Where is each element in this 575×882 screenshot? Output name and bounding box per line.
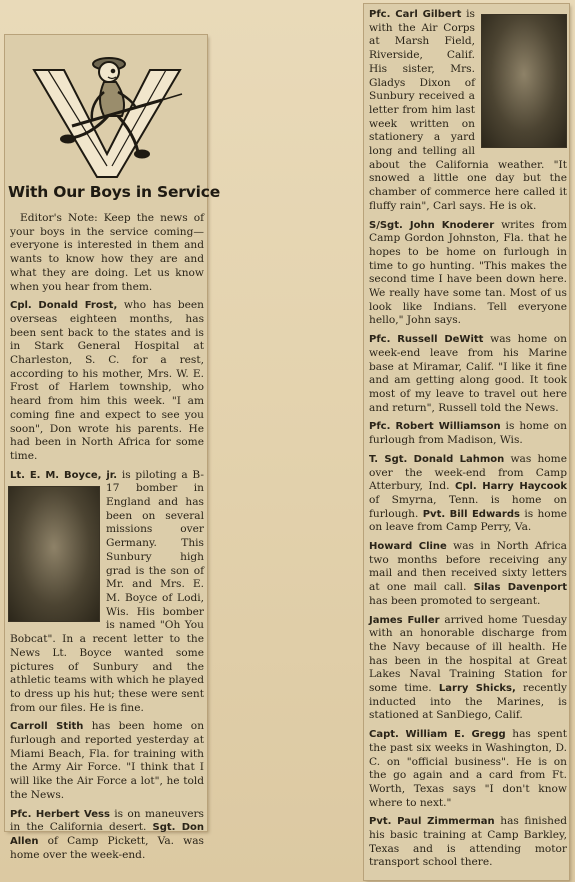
- news-item-stith: [10, 720, 204, 802]
- news-text: was home over the week-end from Camp Atterbury, Ind.: [369, 452, 567, 493]
- news-text: has finished his basic training at Camp Barkley, Texas and is attending motor transport school there.: [369, 815, 567, 869]
- left-column: [10, 212, 204, 867]
- news-text: writes from Camp Gordon Johnston, Fla. that he hopes to be home on furlough in time to go hunting. "This makes the second time I have been down here. We really have some tan. Most of us look like Indians. Tell everyone hello," John says.: [369, 218, 567, 327]
- news-text: was in North Africa two months before receiving any mail and then received sixty letters at one mail call.: [369, 540, 567, 594]
- soldier-name: Carroll Stith: [10, 721, 84, 733]
- soldier-name: T. Sgt. Donald Lahmon: [369, 453, 505, 465]
- news-item-frost: [10, 299, 204, 463]
- news-item-lahmon: [369, 453, 567, 535]
- news-text: who has been overseas eighteen months, has been sent back to the states and is in Stark General Hospital at Charleston, S. C. for a rest, according to his mother, Mrs. W. E. Frost of Harlem township, who heard from him this week. "I am coming fine and expect to see you soon", Don wrote his parents. He had been in North Africa for some time.: [10, 299, 204, 462]
- news-item-vess: [10, 808, 204, 863]
- news-text: recently inducted into the Marines, is stationed at SanDiego, Calif.: [369, 682, 567, 722]
- news-text: of Camp Pickett, Va. was home over the week-end.: [10, 834, 204, 861]
- news-text: of Smyrna, Tenn. is home on furlough.: [369, 493, 567, 520]
- news-text: is piloting a B-17 bomber in England and has been on several missions over Germany. This Sunbury high grad is the son of Mr. and Mrs. E. M. Boyce of Lodi, Wis. His bomber is named "Oh You Bobcat". In a recent letter to the News Lt. Boyce wanted some pictures of Sunbury and the athletic teams with which he played to dress up his hut; these were sent from our files. He is fine.: [10, 468, 204, 714]
- portrait-photo: [8, 486, 100, 622]
- news-item-knoderer: [369, 219, 567, 329]
- soldier-name: Silas Davenport: [473, 582, 568, 594]
- soldier-name: Cpl. Harry Haycook: [454, 481, 567, 493]
- news-text: has spent the past six weeks in Washington, D. C. on "official business". He is on the go again and a card from Ft. Worth, Texas says "I don't know where to next.": [369, 728, 567, 809]
- soldier-name: S/Sgt. John Knoderer: [369, 219, 495, 231]
- soldier-name: Sgt. Don Allen: [10, 822, 204, 847]
- news-item-gregg: [369, 728, 567, 810]
- section-title: With Our Boys in Service: [8, 183, 221, 201]
- news-text: was home on week-end leave from his Marine base at Miramar, Calif. "I like it fine and am getting along good. It took most of my leave to travel out here and return", Russell told the News.: [369, 333, 568, 414]
- news-text: is with the Air Corps at Marsh Field, Riverside, Calif. His sister, Mrs. Gladys Dixon of Sunbury received a letter from him last week written on stationery a yard long and telling all about the California weather. "It snowed a little one day but the chamber of commerce here called it fluffy rain", Carl says. He is ok.: [369, 8, 567, 212]
- soldier-name: Capt. William E. Gregg: [369, 729, 506, 741]
- v-soldier-emblem-icon: [12, 42, 202, 182]
- news-text: arrived home Tuesday with an honorable discharge from the Navy because of ill health. He has been in the hospital at Great Lakes Naval Training Station for some time.: [369, 613, 567, 695]
- news-item-zimmerman: [369, 815, 567, 870]
- editor-note: Editor's Note: Keep the news of your boys in the service coming—everyone is interested in them and wants to know how they are and what they are doing. Let us know when you hear from them.: [10, 212, 204, 293]
- soldier-name: James Fuller: [369, 614, 440, 626]
- soldier-name: Pfc. Carl Gilbert: [369, 9, 462, 20]
- news-text: is home on leave from Camp Perry, Va.: [369, 507, 568, 534]
- soldier-name: Pfc. Russell DeWitt: [369, 334, 484, 346]
- soldier-name: Pfc. Herbert Vess: [10, 808, 110, 820]
- soldier-name: Lt. E. M. Boyce, jr.: [10, 469, 118, 481]
- news-text: is home on furlough from Madison, Wis.: [369, 420, 567, 447]
- news-item-fuller: [369, 614, 567, 724]
- news-item-boyce: [10, 469, 204, 716]
- news-text: has been promoted to sergeant.: [369, 594, 541, 607]
- soldier-name: Pvt. Bill Edwards: [422, 508, 520, 520]
- soldier-name: Larry Shicks,: [438, 683, 516, 695]
- news-text: has been home on furlough and reported yesterday at Miami Beach, Fla. for training with the Army Air Force. "I think that I will like the Air Force a lot", he told the News.: [10, 720, 205, 801]
- soldier-name: Pfc. Robert Williamson: [369, 421, 501, 433]
- soldier-name: Pvt. Paul Zimmerman: [369, 816, 495, 828]
- soldier-name: Cpl. Donald Frost,: [10, 300, 118, 312]
- portrait-photo: [481, 14, 567, 148]
- news-item-gilbert: [369, 8, 567, 214]
- news-item-williamson: [369, 420, 567, 447]
- soldier-name: Howard Cline: [369, 541, 447, 553]
- news-item-cline: [369, 540, 567, 609]
- right-column: [369, 8, 567, 875]
- news-text: is on maneuvers in the California desert.: [10, 807, 204, 834]
- news-item-dewitt: [369, 333, 567, 415]
